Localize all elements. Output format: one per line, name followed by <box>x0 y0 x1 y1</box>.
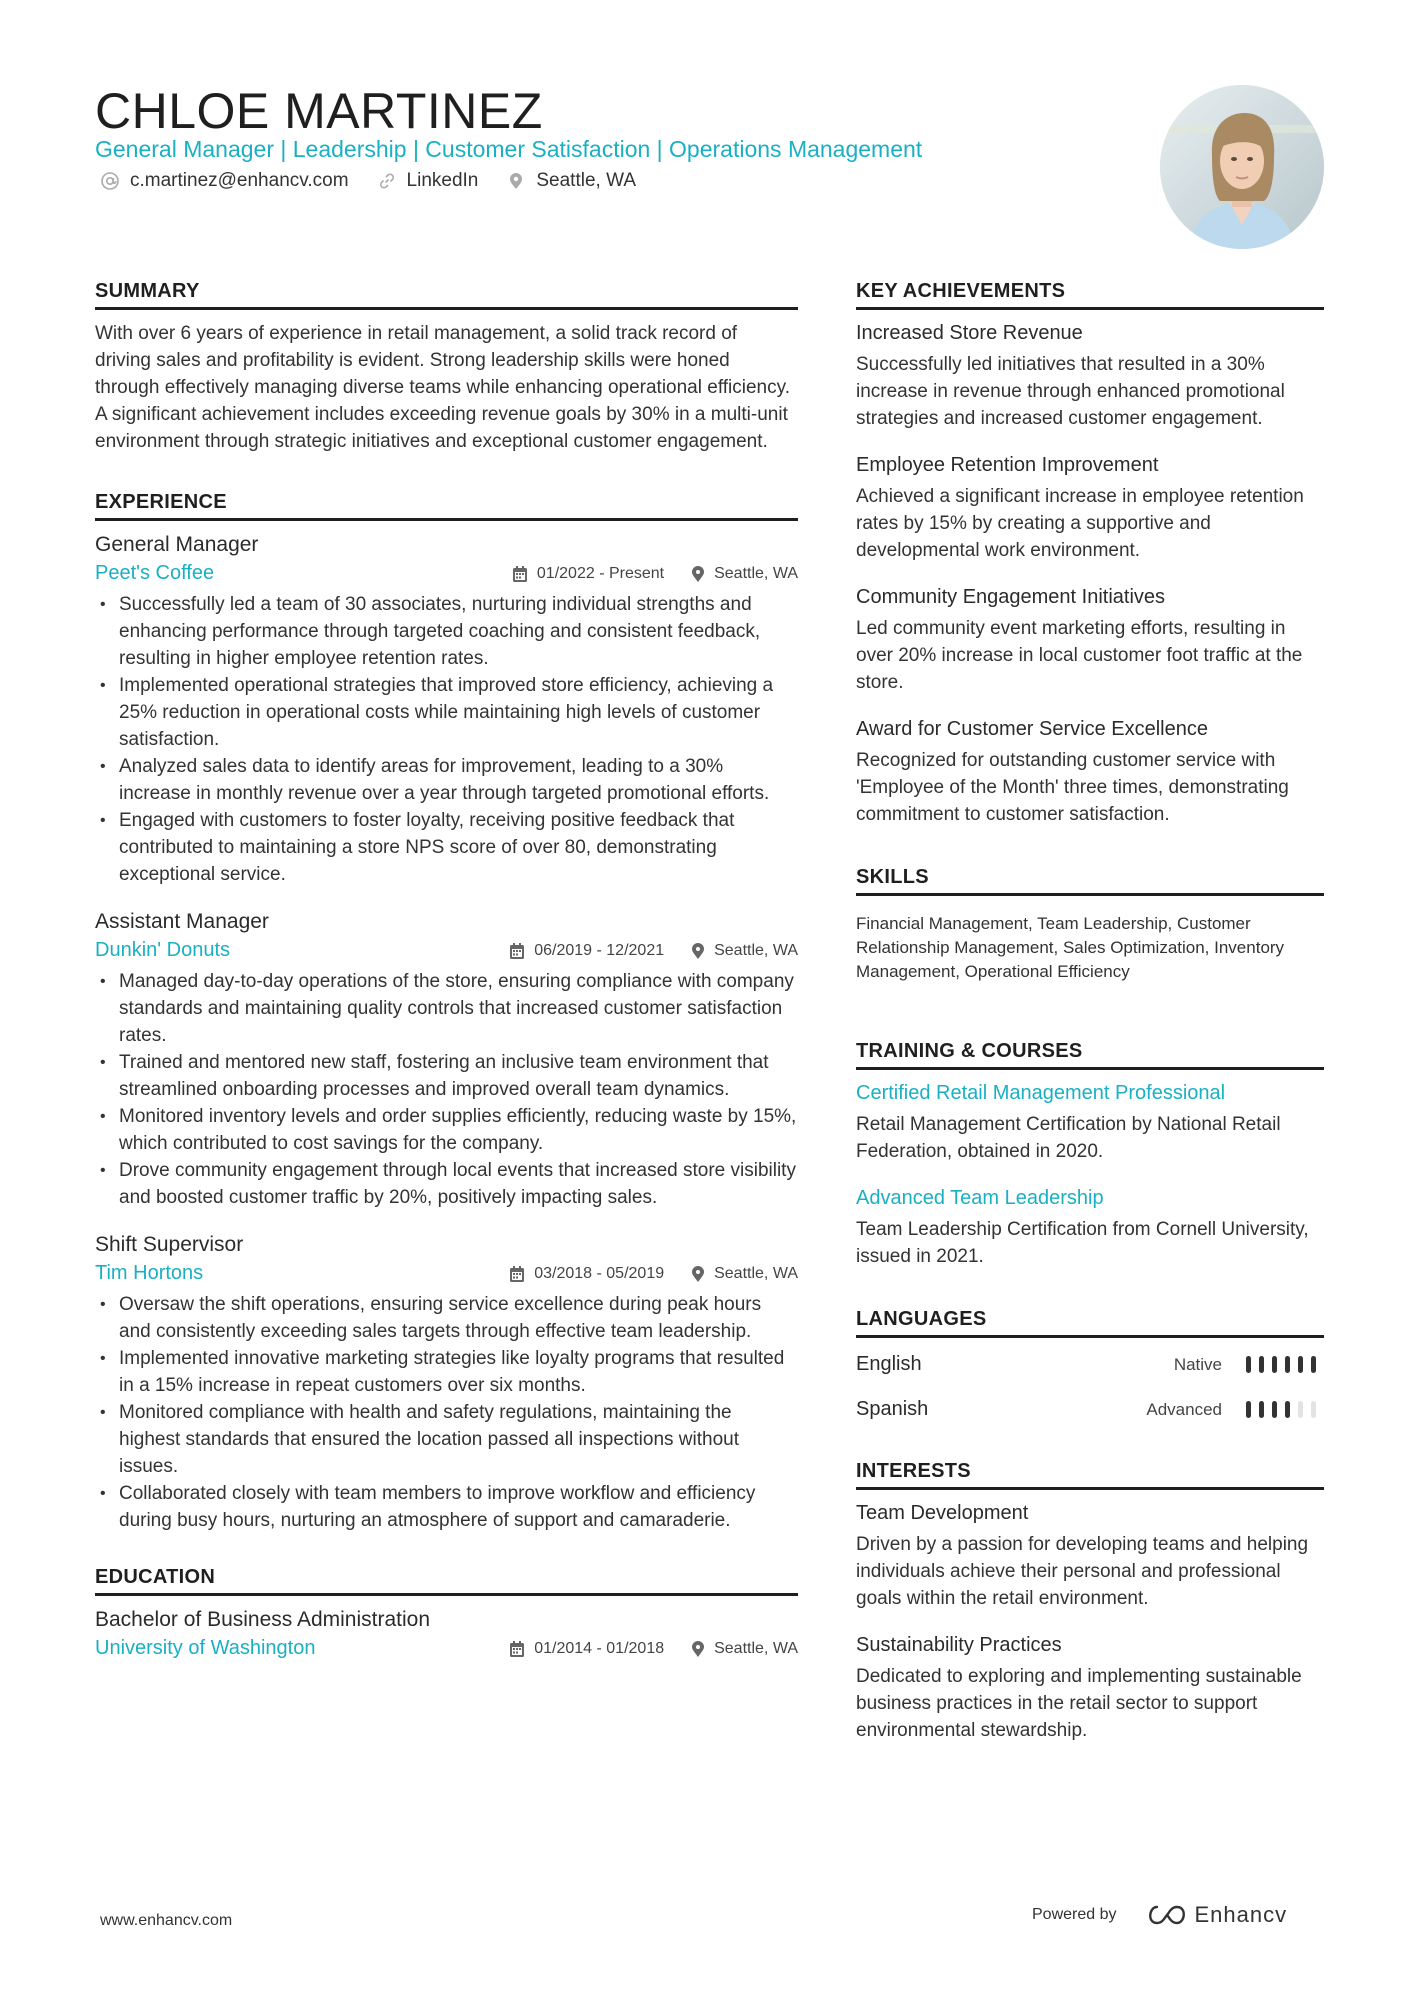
rating-bar <box>1311 1356 1316 1373</box>
languages-heading: LANGUAGES <box>856 1308 1324 1338</box>
job-meta <box>482 942 798 960</box>
location-pin-icon <box>692 566 704 582</box>
job-dates <box>513 565 664 583</box>
footer-website[interactable]: www.enhancv.com <box>100 1912 233 1929</box>
link-icon <box>377 171 397 191</box>
language-level: Advanced <box>1146 1399 1222 1419</box>
email-text: c.martinez@enhancv.com <box>130 170 349 191</box>
summary-section <box>95 280 798 455</box>
contact-email[interactable] <box>100 170 349 192</box>
achievement-title: Award for Customer Service Excellence <box>856 718 1208 740</box>
job-role: General Manager <box>95 533 259 556</box>
training-section <box>856 1040 1324 1270</box>
profile-photo <box>1160 85 1324 249</box>
education-dates-text: 01/2014 - 01/2018 <box>534 1639 665 1657</box>
job-location <box>692 1265 798 1283</box>
course-desc: Retail Management Certification by National Retail Federation, obtained in 2020. <box>856 1114 1281 1162</box>
job-entry <box>95 908 798 1211</box>
enhancv-logo-icon <box>1145 1903 1189 1927</box>
bullet-item: • Implemented innovative marketing strategies like loyalty programs that resulted in a 15% increase in repeat customers over six months. <box>95 1345 798 1399</box>
rating-bar <box>1285 1356 1290 1373</box>
interest-item <box>856 1632 1324 1744</box>
interests-section <box>856 1460 1324 1744</box>
interest-desc: Dedicated to exploring and implementing sustainable business practices in the retail sector to support environmental stewardship. <box>856 1666 1302 1741</box>
training-heading: TRAINING & COURSES <box>856 1040 1324 1070</box>
job-meta-row <box>95 562 798 585</box>
interests-heading: INTERESTS <box>856 1460 1324 1490</box>
education-school: University of Washington <box>95 1637 316 1659</box>
course-item <box>856 1080 1324 1165</box>
job-meta <box>485 565 798 583</box>
job-entry <box>95 531 798 888</box>
calendar-icon <box>510 943 524 959</box>
language-level: Native <box>1173 1354 1222 1374</box>
bullet-item: • Monitored inventory levels and order supplies efficiently, reducing waste by 15%, which contributed to cost savings for the company. <box>95 1103 798 1157</box>
brand-name: Enhancv <box>1194 1902 1288 1927</box>
job-dates-text: 01/2022 - Present <box>536 564 665 582</box>
experience-section <box>95 491 798 1534</box>
location-text: Seattle, WA <box>536 170 636 191</box>
achievement-title: Employee Retention Improvement <box>856 454 1159 476</box>
bullet-item: • Oversaw the shift operations, ensuring service excellence during peak hours and consistently exceeding sales targets through effective team leadership. <box>95 1291 798 1345</box>
summary-text: With over 6 years of experience in retail management, a solid track record of driving sales and profitability is evident. Strong leadership skills were honed through effectively managing diverse teams while enhancing operational efficiency. A significant achievement includes exceeding revenue goals by 30% in a multi-unit environment through strategic initiatives and exceptional customer engagement. <box>95 323 790 452</box>
achievement-item <box>856 584 1324 696</box>
achievement-title: Increased Store Revenue <box>856 322 1083 344</box>
at-icon <box>100 171 120 191</box>
education-dates <box>510 1640 664 1658</box>
achievement-desc: Recognized for outstanding customer service with 'Employee of the Month' three times, demonstrating commitment to customer satisfaction. <box>856 750 1289 825</box>
job-company: Tim Hortons <box>95 1262 204 1284</box>
bullet-item: • Drove community engagement through local events that increased store visibility and boosted customer traffic by 20%, positively impacting sales. <box>95 1157 798 1211</box>
education-meta-row <box>95 1637 798 1660</box>
rating-bar <box>1298 1356 1303 1373</box>
linkedin-text: LinkedIn <box>406 170 479 191</box>
achievement-item <box>856 452 1324 564</box>
language-rating <box>1246 1401 1324 1418</box>
language-rating <box>1246 1356 1324 1373</box>
achievement-desc: Led community event marketing efforts, resulting in over 20% increase in local customer foot traffic at the store. <box>856 618 1303 693</box>
job-role: Assistant Manager <box>95 910 269 933</box>
powered-by-text: Powered by <box>1032 1906 1117 1923</box>
job-dates-text: 03/2018 - 05/2019 <box>534 1264 665 1282</box>
job-location-text: Seattle, WA <box>714 941 798 959</box>
skills-text: Financial Management, Team Leadership, Customer Relationship Management, Sales Optimization, Inventory Management, Operational Efficiency <box>856 914 1285 981</box>
job-meta-row <box>95 1262 798 1285</box>
interest-item <box>856 1500 1324 1612</box>
bullet-item: • Successfully led a team of 30 associates, nurturing individual strengths and enhancing performance through targeted coaching and consistent feedback, resulting in higher employee retention rates. <box>95 591 798 672</box>
skills-heading: SKILLS <box>856 866 1324 896</box>
achievement-title: Community Engagement Initiatives <box>856 586 1166 608</box>
job-location <box>692 942 798 960</box>
interest-title: Sustainability Practices <box>856 1634 1062 1656</box>
bullet-item: • Trained and mentored new staff, fostering an inclusive team environment that streamlined onboarding processes and improved overall team dynamics. <box>95 1049 798 1103</box>
language-proficiency <box>1174 1355 1324 1375</box>
interest-title: Team Development <box>856 1502 1029 1524</box>
course-desc: Team Leadership Certification from Cornell University, issued in 2021. <box>856 1219 1309 1267</box>
education-location <box>692 1640 798 1658</box>
job-entry <box>95 1231 798 1534</box>
education-location-text: Seattle, WA <box>714 1639 798 1657</box>
rating-bar <box>1259 1356 1264 1373</box>
job-bullets <box>95 968 798 1211</box>
job-dates-text: 06/2019 - 12/2021 <box>534 941 665 959</box>
calendar-icon <box>510 1641 524 1657</box>
rating-bar <box>1259 1401 1264 1418</box>
bullet-item: • Monitored compliance with health and safety regulations, maintaining the highest standards that ensured the location passed all inspections without issues. <box>95 1399 798 1480</box>
bullet-item: • Implemented operational strategies that improved store efficiency, achieving a 25% reduction in operational costs while maintaining high levels of customer satisfaction. <box>95 672 798 753</box>
profile-portrait-graphic <box>1160 85 1324 249</box>
education-section <box>95 1566 798 1660</box>
right-column <box>856 280 1324 1744</box>
course-title: Advanced Team Leadership <box>856 1187 1104 1209</box>
contact-bar <box>100 170 664 192</box>
job-bullets <box>95 591 798 888</box>
left-column <box>95 280 798 1660</box>
job-bullets <box>95 1291 798 1534</box>
contact-location <box>506 170 636 192</box>
experience-heading: EXPERIENCE <box>95 491 798 521</box>
rating-bar <box>1246 1356 1251 1373</box>
job-meta-row <box>95 939 798 962</box>
enhancv-logo[interactable] <box>1145 1902 1288 1928</box>
languages-section <box>856 1308 1324 1432</box>
location-pin-icon <box>692 1266 704 1282</box>
achievement-desc: Successfully led initiatives that resulted in a 30% increase in revenue through enhanced promotional strategies and increased customer engagement. <box>856 354 1285 429</box>
location-pin-icon <box>506 171 526 191</box>
rating-bar <box>1298 1401 1303 1418</box>
candidate-headline: General Manager | Leadership | Customer Satisfaction | Operations Management <box>95 136 923 162</box>
education-degree: Bachelor of Business Administration <box>95 1608 431 1631</box>
calendar-icon <box>510 1266 524 1282</box>
education-heading: EDUCATION <box>95 1566 798 1596</box>
interest-desc: Driven by a passion for developing teams and helping individuals achieve their personal and professional goals within the retail environment. <box>856 1534 1309 1609</box>
language-item <box>856 1387 1324 1432</box>
skills-section <box>856 866 1324 984</box>
summary-heading: SUMMARY <box>95 280 798 310</box>
rating-bar <box>1246 1401 1251 1418</box>
location-pin-icon <box>692 943 704 959</box>
course-item <box>856 1185 1324 1270</box>
job-company: Peet's Coffee <box>95 562 215 584</box>
language-name: English <box>856 1353 922 1375</box>
calendar-icon <box>513 566 527 582</box>
job-company: Dunkin' Donuts <box>95 939 230 961</box>
education-meta <box>482 1640 798 1658</box>
achievements-heading: KEY ACHIEVEMENTS <box>856 280 1324 310</box>
achievements-section <box>856 280 1324 828</box>
location-pin-icon <box>692 1641 704 1657</box>
rating-bar <box>1272 1401 1277 1418</box>
achievement-item <box>856 320 1324 432</box>
language-name: Spanish <box>856 1398 929 1420</box>
job-location <box>692 565 798 583</box>
bullet-item: • Managed day-to-day operations of the store, ensuring compliance with company standards and maintaining quality controls that increased customer satisfaction rates. <box>95 968 798 1049</box>
candidate-name: CHLOE MARTINEZ <box>95 83 543 139</box>
bullet-item: • Collaborated closely with team members to improve workflow and efficiency during busy hours, nurturing an atmosphere of support and camaraderie. <box>95 1480 798 1534</box>
job-meta <box>482 1265 798 1283</box>
language-item <box>856 1342 1324 1387</box>
rating-bar <box>1272 1356 1277 1373</box>
language-proficiency <box>1146 1400 1324 1420</box>
job-dates <box>510 1265 664 1283</box>
course-title: Certified Retail Management Professional <box>856 1082 1226 1104</box>
job-role: Shift Supervisor <box>95 1233 244 1256</box>
achievement-item <box>856 716 1324 828</box>
job-dates <box>510 942 664 960</box>
bullet-item: • Engaged with customers to foster loyalty, receiving positive feedback that contributed to maintaining a store NPS score of over 80, demonstrating exceptional service. <box>95 807 798 888</box>
contact-linkedin[interactable] <box>377 170 479 192</box>
job-location-text: Seattle, WA <box>714 1264 798 1282</box>
rating-bar <box>1311 1401 1316 1418</box>
bullet-item: • Analyzed sales data to identify areas for improvement, leading to a 30% increase in monthly revenue over a year through targeted promotional efforts. <box>95 753 798 807</box>
footer-branding <box>1032 1902 1287 1928</box>
rating-bar <box>1285 1401 1290 1418</box>
job-location-text: Seattle, WA <box>714 564 798 582</box>
achievement-desc: Achieved a significant increase in employee retention rates by 15% by creating a supportive and developmental work environment. <box>856 486 1304 561</box>
